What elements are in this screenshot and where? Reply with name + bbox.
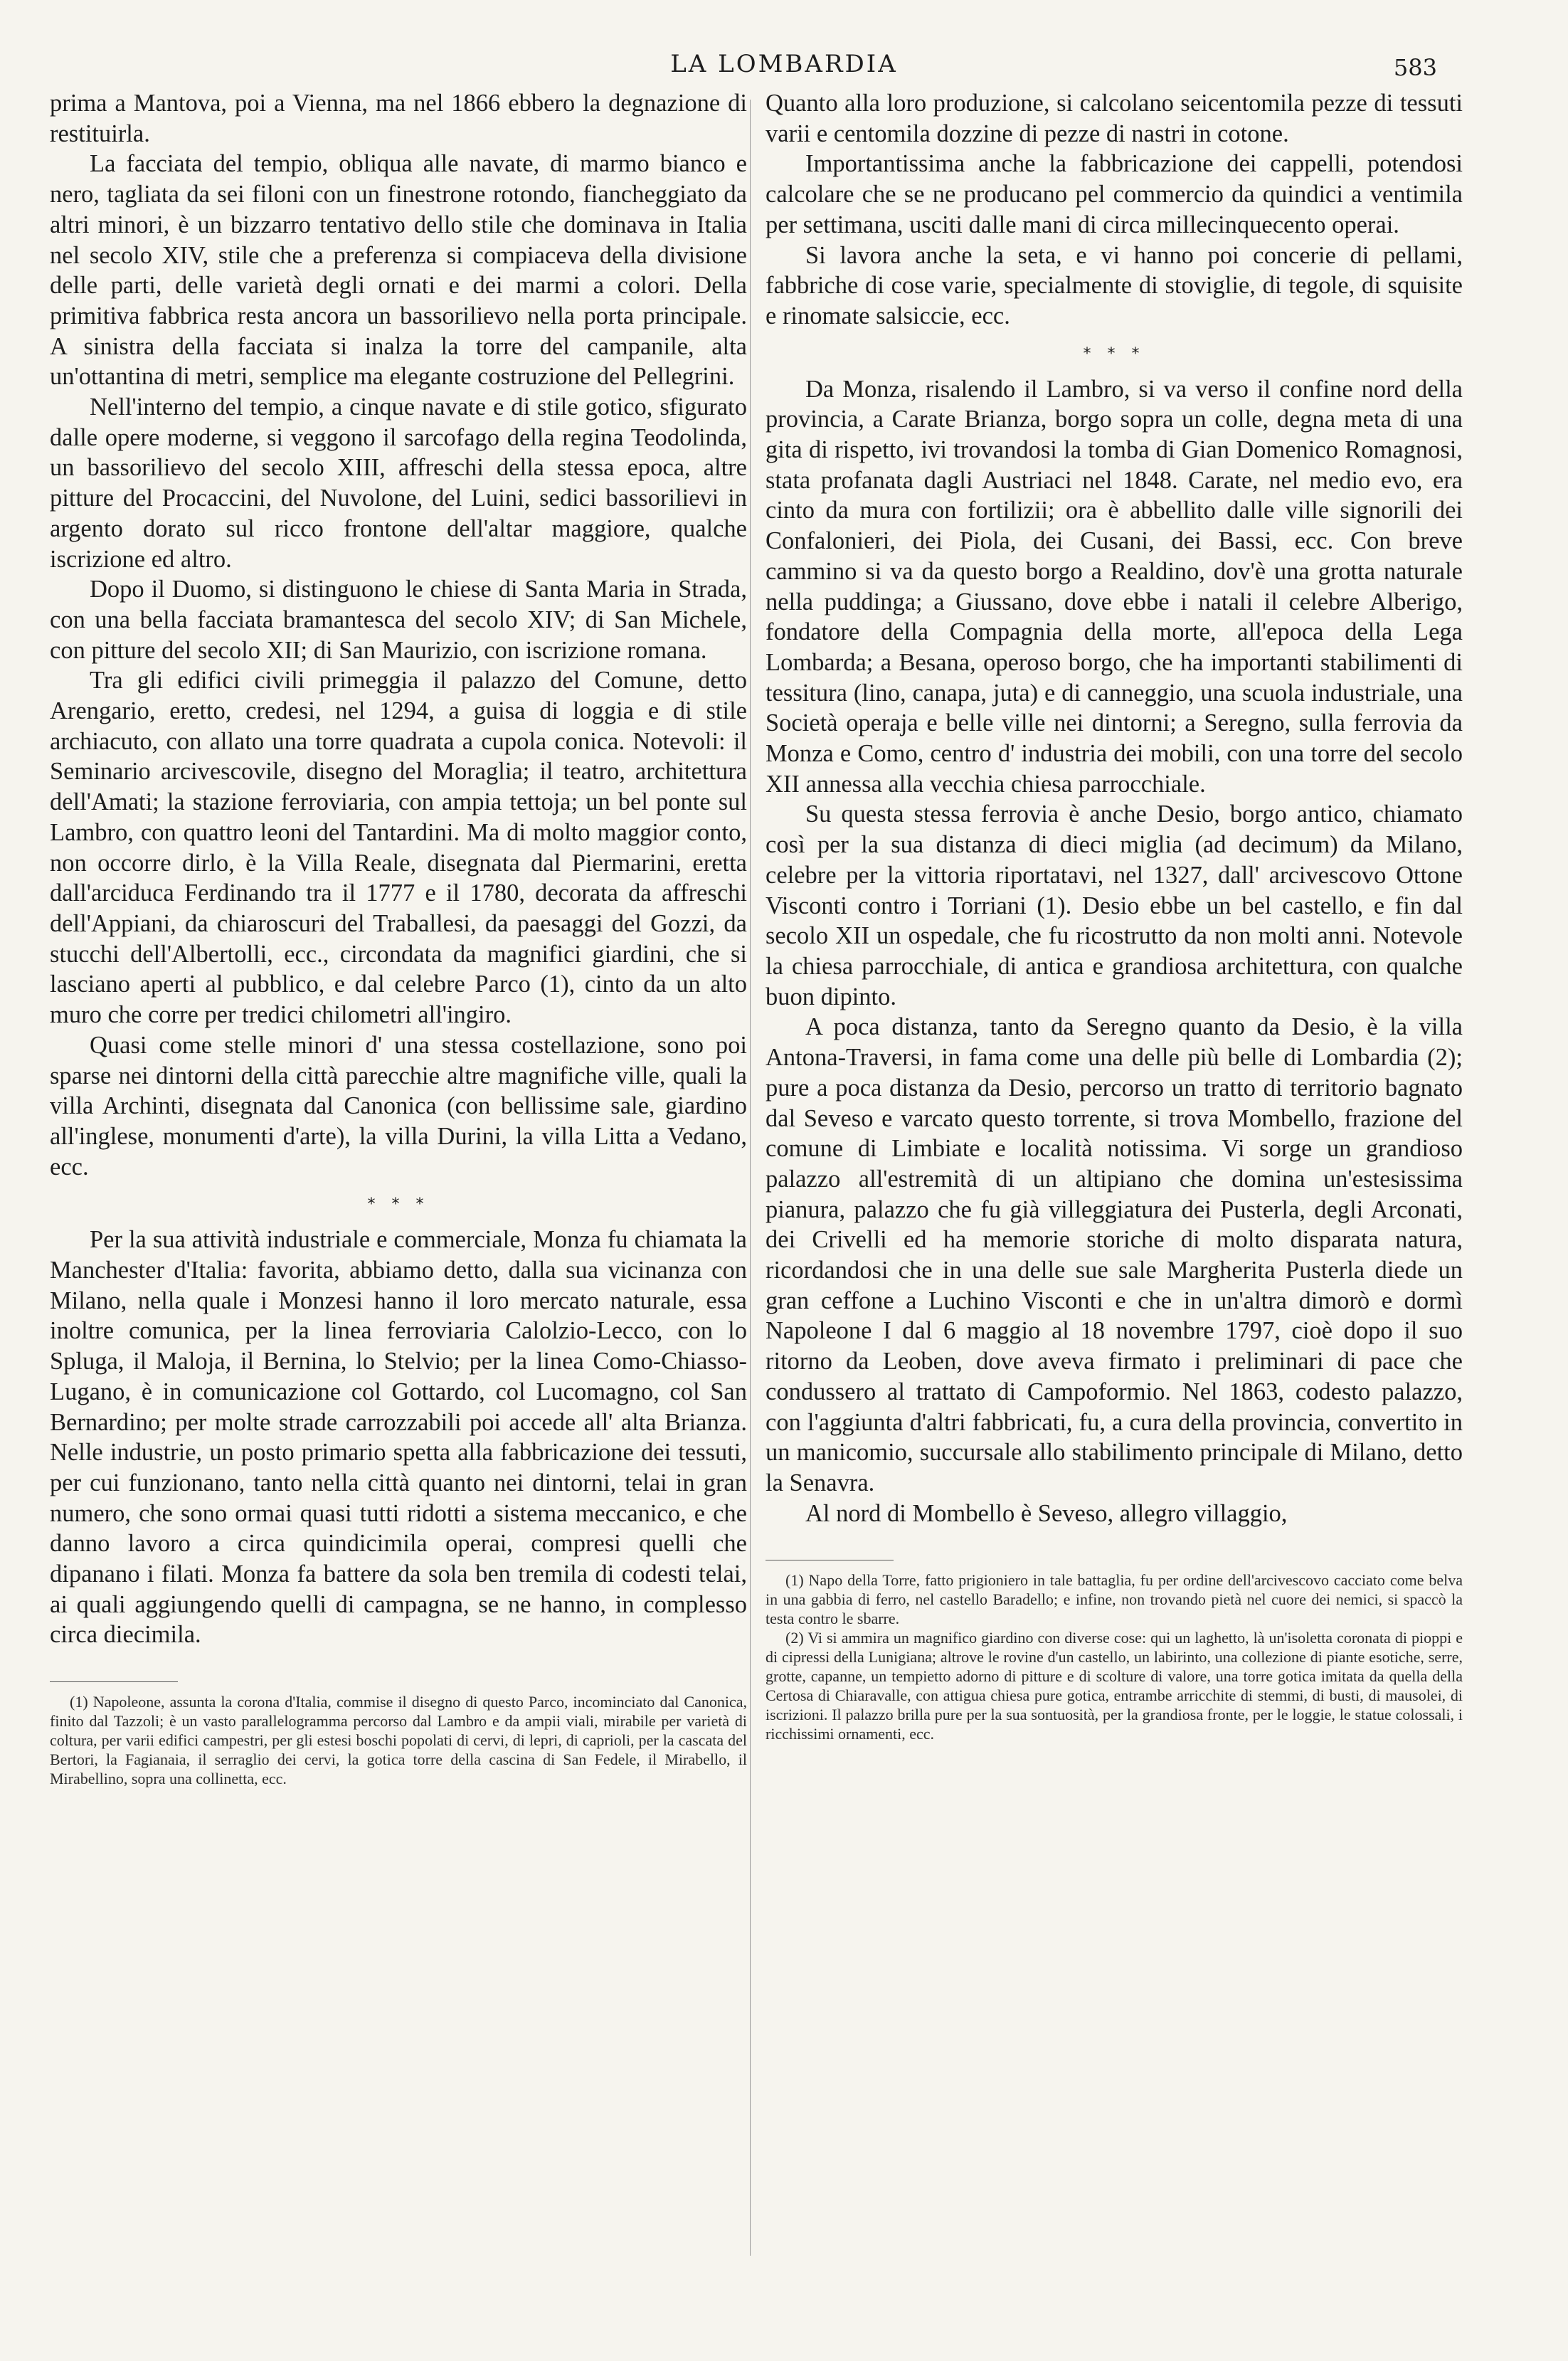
footnote-rule [50, 1681, 178, 1682]
paragraph: Quasi come stelle minori d' una stessa costellazione, sono poi sparse nei dintorni della città parecchie altre magnifiche ville, quali la villa Archinti, disegnata dal Canonica (con bellissime sale, giardino all'inglese, monumenti d'arte), la villa Durini, la villa Litta a Vedano, ecc. [50, 1031, 747, 1180]
footnote: (1) Napoleone, assunta la corona d'Italia, commise il disegno di questo Parco, incominciato dal Canonica, finito dal Tazzoli; è un vasto parallelogramma percorso dal Lambro e da ampii viali, mirabile per varietà di coltura, per varii edifici campestri, per gli estesi boschi popolati di cervi, di lepri, di caprioli, per la cascata del Bertori, la Fagianaia, il serraglio dei cervi, la gotica torre della cascina di San Fedele, il Mirabello, il Mirabellino, sopra una collinetta, ecc. [50, 1693, 747, 1788]
paragraph: Su questa stessa ferrovia è anche Desio, borgo antico, chiamato così per la sua distanza di dieci miglia (ad decimum) da Milano, celebre per la vittoria riportatavi, nel 1327, dall' arcivescovo Ottone Visconti contro i Torriani (1). Desio ebbe un bel castello, e fin dal secolo XII un ospedale, che fu ricostrutto da non molti anni. Notevole la chiesa parrocchiale, di antica e grandiosa architettura, con qualche buon dipinto. [766, 801, 1463, 1010]
left-column [50, 88, 747, 1788]
section-break-asterism: * * * [367, 1195, 430, 1214]
paragraph: Quanto alla loro produzione, si calcolano seicentomila pezze di tessuti varii e centomila dozzine di pezze di nastri in cotone. [766, 90, 1463, 147]
section-break-asterism: * * * [1083, 344, 1145, 363]
paragraph: Importantissima anche la fabbricazione dei cappelli, potendosi calcolare che se ne producano pel commercio da quindici a ventimila per settimana, usciti dalle mani di circa millecinquecento operai. [766, 150, 1463, 238]
paragraph: Tra gli edifici civili primeggia il palazzo del Comune, detto Arengario, eretto, credesi, nel 1294, a guisa di loggia e di stile archiacuto, con allato una torre quadrata a cupola conica. Notevoli: il Seminario arcivescovile, disegno del Moraglia; il teatro, architettura dell'Amati; la stazione ferroviaria, con ampia tettoja; un bel ponte sul Lambro, con quattro leoni del Tantardini. Ma di molto maggior conto, non occorre dirlo, è la Villa Reale, disegnata dal Piermarini, eretta dall'arciduca Ferdinando tra il 1777 e il 1780, decorata da affreschi dell'Appiani, da chiaroscuri del Traballesi, da paesaggi del Gozzi, da stucchi dell'Albertolli, ecc., circondata da magnifici giardini, che si lasciano aperti al pubblico, e dal celebre Parco (1), cinto da un alto muro che corre per tredici chilometri all'ingiro. [50, 667, 747, 1029]
paragraph: Per la sua attività industriale e commerciale, Monza fu chiamata la Manchester d'Italia: favorita, abbiamo detto, dalla sua vicinanza con Milano, nella quale i Monzesi hanno il loro mercato naturale, essa inoltre comunica, per la linea ferroviaria Calolzio-Lecco, con lo Spluga, il Maloja, il Bernina, lo Stelvio; per la linea Como-Chiasso-Lugano, è in comunicazione col Gottardo, col Lucomagno, col San Bernardino; per molte strade carrozzabili poi accede all' alta Brianza. Nelle industrie, un posto primario spetta alla fabbricazione dei tessuti, per cui funzionano, tanto nella città quanto nei dintorni, telai in gran numero, che sono ormai quasi tutti ridotti a sistema meccanico, e che danno lavoro a circa quindicimila operai, compresi quelli che dipanano i filati. Monza fa battere da sola ben tremila di codesti telai, ai quali aggiungendo quelli di campagna, se ne hanno, in complesso circa diecimila. [50, 1226, 747, 1649]
paragraph: prima a Mantova, poi a Vienna, ma nel 1866 ebbero la degnazione di restituirla. [50, 90, 747, 147]
footnote: (2) Vi si ammira un magnifico giardino con diverse cose: qui un laghetto, là un'isoletta coronata di pioppi e di cipressi della Lunigiana; altrove le rovine d'un castello, un labirinto, una collezione di piante esotiche, serre, grotte, capanne, un tempietto adorno di pitture e di scolture di valore, una torre gotica imitata da quella della Certosa di Chiaravalle, con attigua chiesa pure gotica, entrambe arricchite di stemmi, di busti, di mausolei, di iscrizioni. Il palazzo brilla pure per la sua sontuosità, per la grandiosa fronte, per le loggie, le statue colossali, i ricchissimi ornamenti, ecc. [766, 1629, 1463, 1743]
page-number: 583 [1393, 54, 1437, 81]
column-divider [750, 100, 751, 2256]
paragraph: Dopo il Duomo, si distinguono le chiese di Santa Maria in Strada, con una bella facciata bramantesca del secolo XIV; di San Michele, con pitture del secolo XII; di San Maurizio, con iscrizione romana. [50, 576, 747, 664]
paragraph: Nell'interno del tempio, a cinque navate e di stile gotico, sfigurato dalle opere moderne, si veggono il sarcofago della regina Teodolinda, un bassorilievo del secolo XIII, affreschi della stessa epoca, altre pitture del Procaccini, del Nuvolone, del Luini, sedici bassorilievi in argento dorato sul ricco frontone dell'altar maggiore, qualche iscrizione ed altro. [50, 394, 747, 573]
running-title: LA LOMBARDIA [670, 50, 898, 78]
page-header [0, 46, 1568, 88]
footnote: (1) Napo della Torre, fatto prigioniero in tale battaglia, fu per ordine dell'arcivescovo cacciato come belva in una gabbia di ferro, nel castello Baradello; e infine, non trovando pietà nel cuore dei nemici, si spaccò la testa contro le sbarre. [766, 1571, 1463, 1628]
paragraph: Da Monza, risalendo il Lambro, si va verso il confine nord della provincia, a Carate Brianza, borgo sopra un colle, degna meta di una gita di rispetto, ivi trovandosi la tomba di Gian Domenico Romagnosi, stata profanata dagli Austriaci nel 1848. Carate, nel medio evo, era cinto da mura con fortilizii; ora è abbellito dalle ville signorili dei Confalonieri, dei Piola, dei Cusani, dei Bassi, ecc. Con breve cammino si va da questo borgo a Realdino, dov'è una grotta naturale nella puddinga; a Giussano, dove ebbe i natali il celebre Alberigo, fondatore della Compagnia della morte, all'epoca della Lega Lombarda; a Besana, operoso borgo, che ha importanti stabilimenti di tessitura (lino, canapa, juta) e di canneggio, una scuola industriale, una Società operaja e belle ville nei dintorni; a Seregno, sulla ferrovia da Monza e Como, centro d' industria dei mobili, con una torre del secolo XII annessa alla vecchia chiesa parrocchiale. [766, 375, 1463, 798]
right-column [766, 88, 1463, 1743]
paragraph: La facciata del tempio, obliqua alle navate, di marmo bianco e nero, tagliata da sei filoni con un finestrone rotondo, fiancheggiato da altri minori, è un bizzarro tentativo dello stile che dominava in Italia nel secolo XIV, stile che a preferenza si compiaceva della divisione delle parti, delle varietà degli ornati e dei marmi a colori. Della primitiva fabbrica resta ancora un bassorilievo nella porta principale. A sinistra della facciata si inalza la torre del campanile, alta un'ottantina di metri, semplice ma elegante costruzione del Pellegrini. [50, 150, 747, 391]
paragraph: A poca distanza, tanto da Seregno quanto da Desio, è la villa Antona-Traversi, in fama come una delle più belle di Lombardia (2); pure a poca distanza da Desio, percorso un tratto di territorio bagnato dal Seveso e varcato questo torrente, si trova Mombello, frazione del comune di Limbiate e località notissima. Vi sorge un grandioso palazzo all'estremità di un altipiano che domina un'estesissima pianura, palazzo che fu già villeggiatura dei Pusterla, degli Arconati, dei Crivelli ed ha memorie storiche di molto disparata natura, ricordandosi che in una delle sue sale Margherita Pusterla diede un gran ceffone a Luchino Visconti e che in un'altra dimorò e dormì Napoleone I dal 6 maggio al 18 novembre 1797, cioè dopo il suo ritorno da Leoben, dove aveva firmato i preliminari di pace che condussero al trattato di Campoformio. Nel 1863, codesto palazzo, con l'aggiunta d'altri fabbricati, fu, a cura della provincia, convertito in un manicomio, succursale allo stabilimento principale di Milano, detto la Senavra. [766, 1013, 1463, 1496]
paragraph: Al nord di Mombello è Seveso, allegro villaggio, [805, 1499, 1288, 1527]
paragraph: Si lavora anche la seta, e vi hanno poi concerie di pellami, fabbriche di cose varie, specialmente di stoviglie, di tegole, di squisite e rinomate salsiccie, ecc. [766, 241, 1463, 329]
